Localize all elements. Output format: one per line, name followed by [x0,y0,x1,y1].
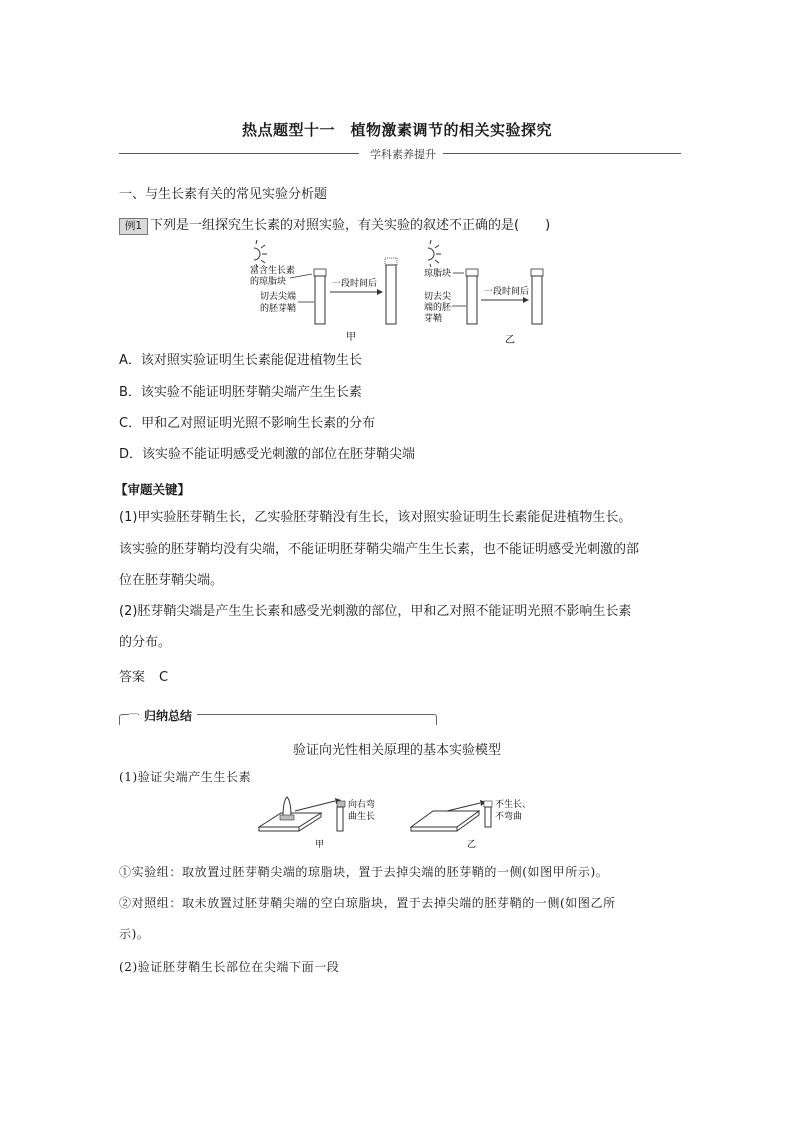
fig1-yi-bottom-label-3: 芽鞘 [424,314,443,324]
agar-block-blank [466,269,478,276]
analysis-p2-line1: (2)胚芽鞘尖端是产生生长素和感受光刺激的部位，甲和乙对照不能证明光照不影响生长素 [119,604,632,619]
step-1: ①实验组：取放置过胚芽鞘尖端的琼脂块，置于去掉尖端的胚芽鞘的一侧(如图甲所示)。 [119,865,609,879]
divider-right [443,153,681,154]
fig2-yi-result-2: 不弯曲 [495,812,523,822]
option-c: C．甲和乙对照证明光照不影响生长素的分布 [119,416,376,431]
figure-coleoptile-experiment [240,240,570,348]
analysis-p1-line1: (1)甲实验胚芽鞘生长，乙实验胚芽鞘没有生长，该对照实验证明生长素能促进植物生长。 [119,510,632,525]
subtitle-divider [119,146,681,160]
answer-label: 答案 [119,670,146,685]
agar-block [280,815,294,820]
summary-box [119,707,437,721]
answer-value: C [159,670,169,685]
fig2-yi-result-1: 不生长、 [495,800,532,810]
fig1-yi-arrow-label: 一段时间后 [484,287,530,297]
coleoptile-yi-before [467,276,477,324]
agar-plate-blank [411,811,479,827]
figure2-jia [259,797,375,850]
arrow-icon [377,289,383,295]
coleoptile-straight [485,807,491,827]
fig1-jia-bottom-label-2: 的胚芽鞘 [260,304,297,314]
coleoptile-jia-after [386,265,396,324]
option-a: A．该对照实验证明生长素能促进植物生长 [119,353,362,368]
model-title: 验证向光性相关原理的基本实验模型 [292,743,501,758]
option-b: B．该实验不能证明胚芽鞘尖端产生生长素 [119,385,362,400]
figure2-yi [411,798,531,850]
coleoptile-yi-after [532,276,542,324]
divider-left [119,153,359,154]
fig1-jia-caption: 甲 [346,332,356,343]
coleoptile-jia-before [315,276,325,324]
fig1-yi-caption: 乙 [505,335,515,346]
analysis-p1-line2: 该实验的胚芽鞘均没有尖端，不能证明胚芽鞘尖端产生生长素，也不能证明感受光刺激的部 [119,542,640,557]
sun-icon [254,240,267,267]
figure-jia [250,240,397,343]
fig2-jia-caption: 甲 [315,840,325,850]
section-heading: 一、与生长素有关的常见实验分析题 [119,187,328,202]
coleoptile-tip [283,797,291,817]
analysis-p2-line2: 的分布。 [119,635,172,650]
model1-heading: (1)验证尖端产生生长素 [119,770,252,784]
agar-block [314,269,326,276]
fig2-jia-result-1: 向右弯 [348,800,376,810]
fig1-yi-bottom-label-2: 端的胚 [424,303,452,313]
figure-yi [424,240,543,346]
fig2-yi-caption: 乙 [467,840,477,850]
model2-heading: (2)验证胚芽鞘生长部位在尖端下面一段 [119,960,340,974]
coleoptile-bent [337,807,343,831]
key-heading: 【审题关键】 [115,482,191,497]
fig1-yi-bottom-label-1: 切去尖 [424,292,452,302]
fig1-jia-bottom-label-1: 切去尖端 [260,292,297,302]
fig1-jia-top-label-2: 的琼脂块 [250,277,287,287]
analysis-p1-line3: 位在胚芽鞘尖端。 [119,573,224,588]
figure-tip-auxin-experiment [255,795,545,855]
example-question: 下列是一组探究生长素的对照实验，有关实验的叙述不正确的是( ) [150,218,551,233]
page-title: 热点题型十一 植物激素调节的相关实验探究 [241,121,552,139]
fig1-jia-arrow-label: 一段时间后 [332,279,378,289]
arrow-icon [523,297,529,303]
step-2-line1: ②对照组：取未放置过胚芽鞘尖端的空白琼脂块，置于去掉尖端的胚芽鞘的一侧(如图乙所 [119,896,616,910]
dash-ornament-icon: — [129,709,138,719]
fig2-jia-result-2: 曲生长 [348,812,376,822]
answer [119,666,168,685]
fig1-jia-top-label-1: 富含生长素 [250,266,296,276]
example-tag: 例1 [119,218,148,235]
subtitle: 学科素养提升 [370,148,436,161]
summary-label: 归纳总结 [139,707,197,724]
step-2-line2: 示)。 [119,927,150,941]
option-d: D．该实验不能证明感受光刺激的部位在胚芽鞘尖端 [119,447,416,462]
sun-icon [428,240,441,267]
fig1-yi-top-label: 琼脂块 [424,269,452,279]
